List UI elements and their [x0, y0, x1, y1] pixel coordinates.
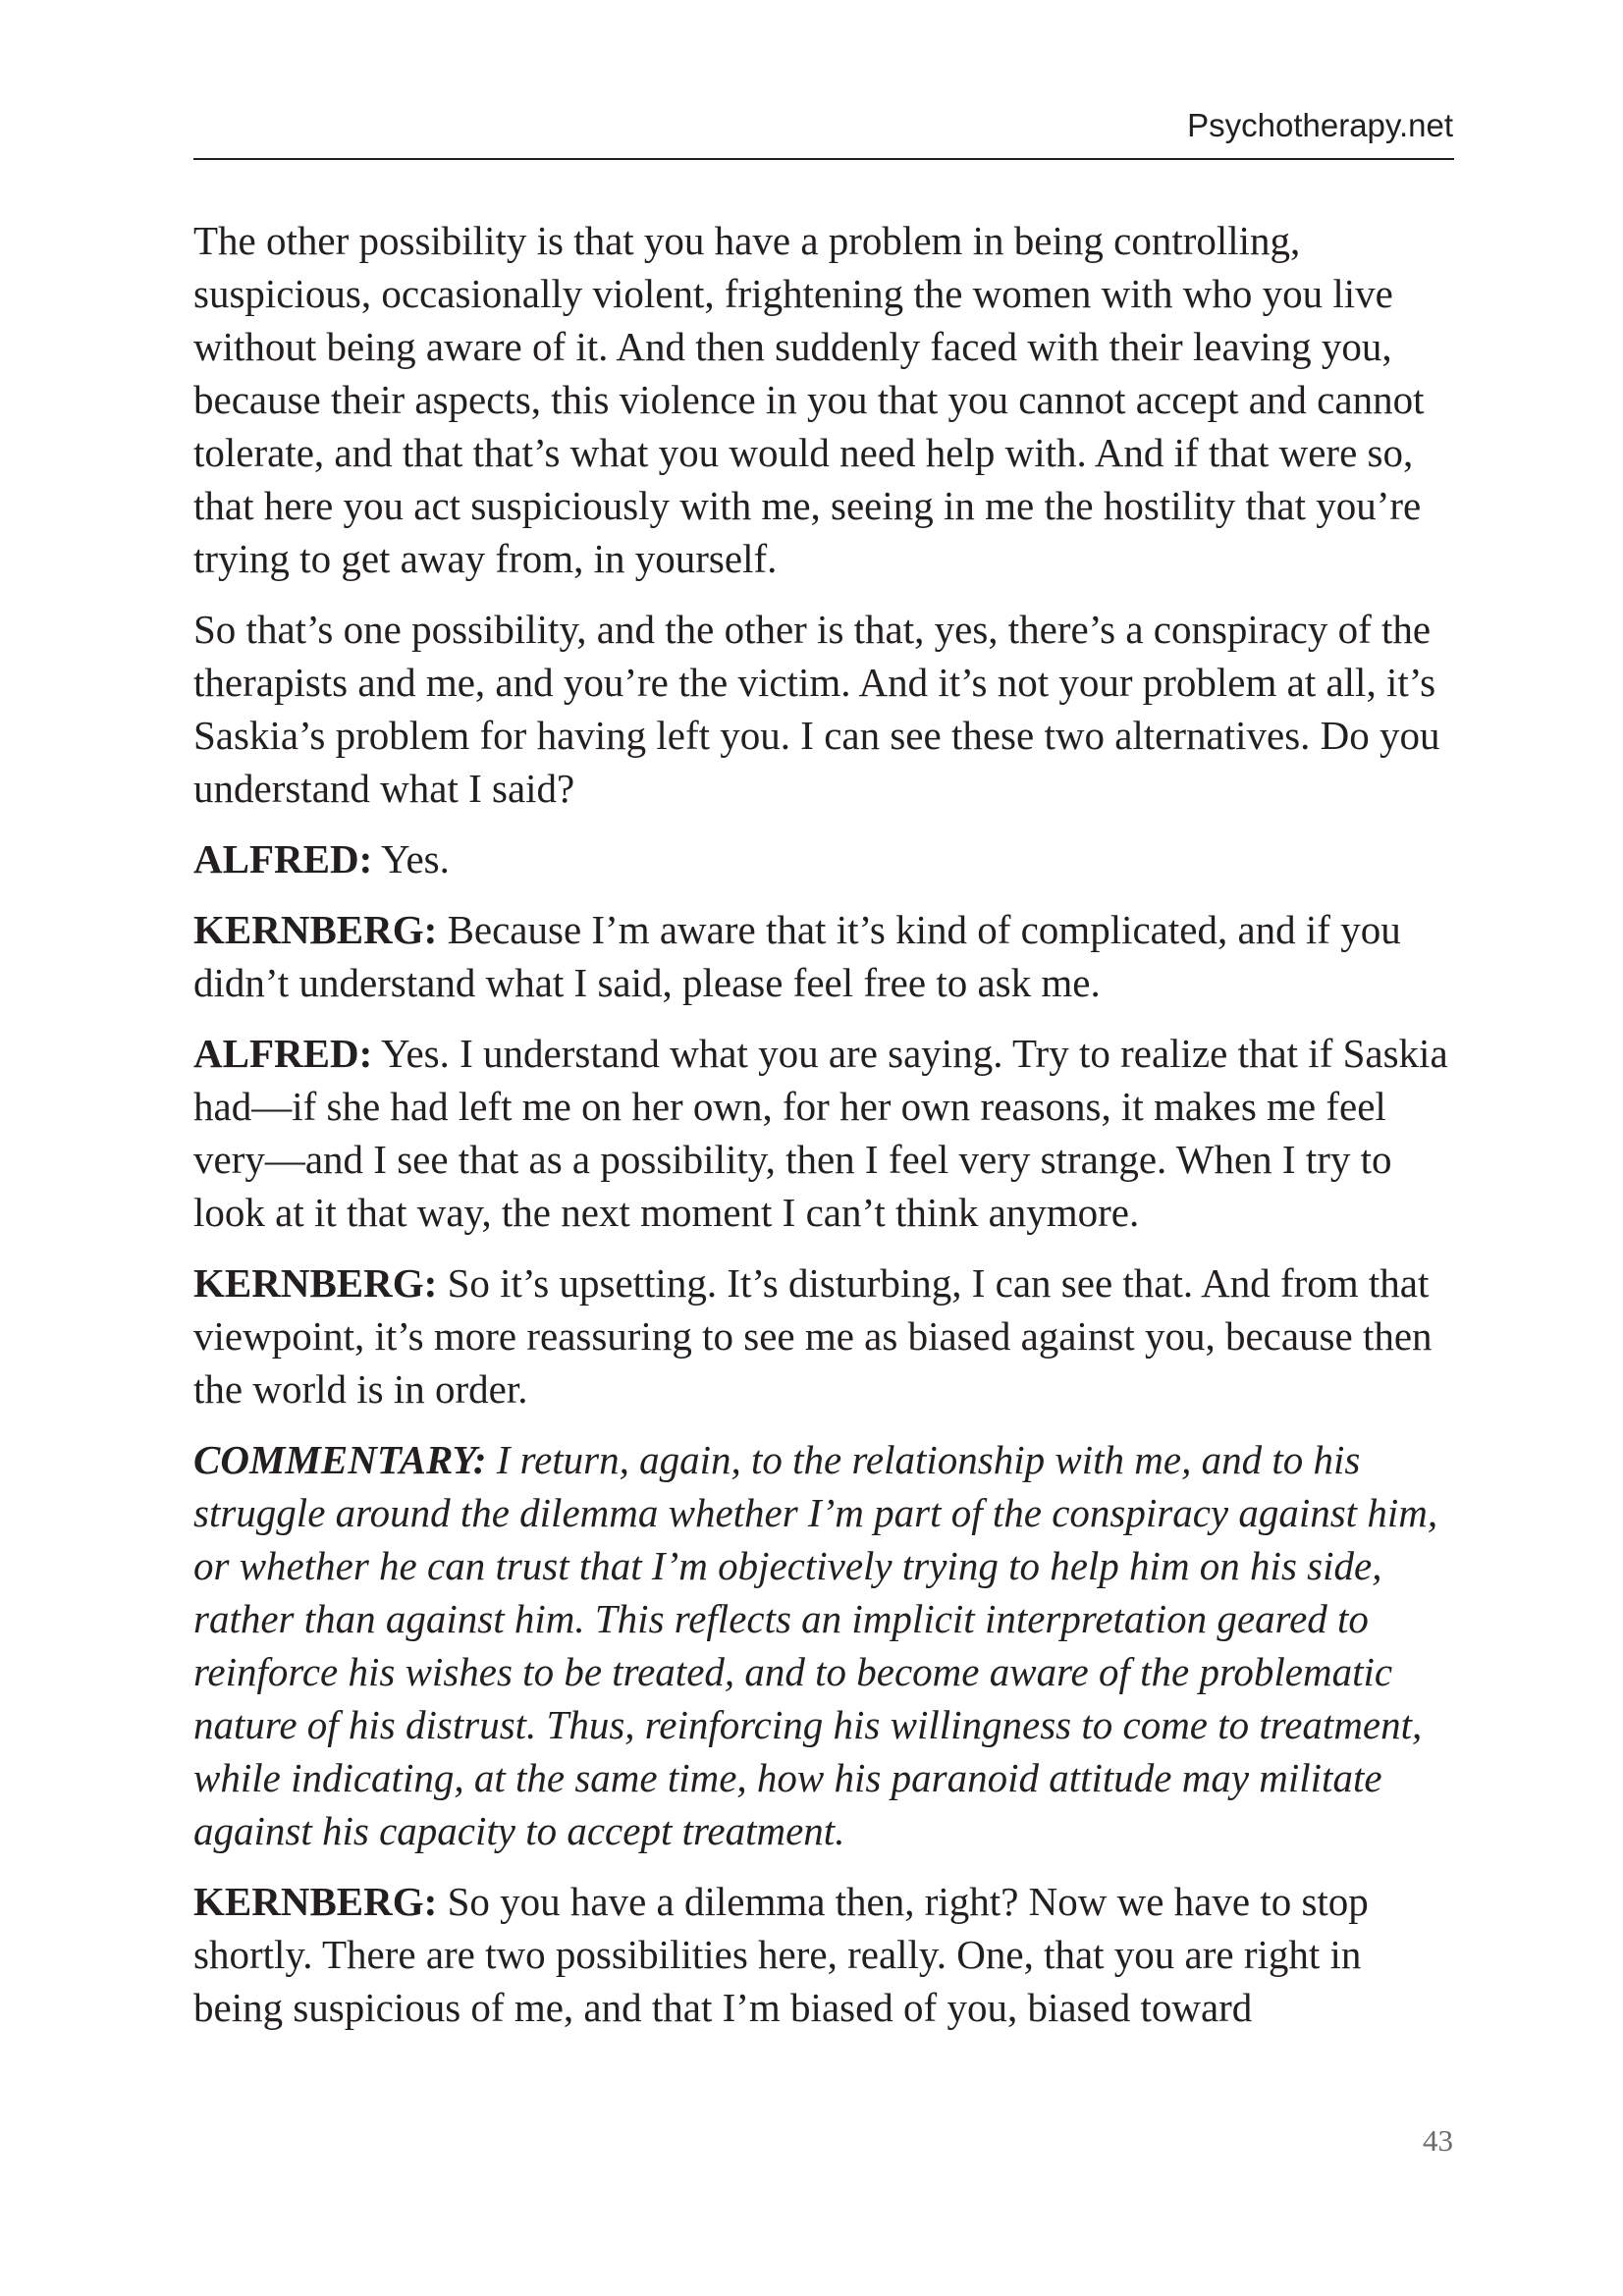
dialogue-text: So it’s upsetting. It’s disturbing, I can see that. And from that viewpoint, it’s more reassuring to see me as biased against you, because then the world is in order.: [193, 1260, 1433, 1412]
speaker-label: KERNBERG:: [193, 1260, 438, 1306]
dialogue-kernberg-2: [193, 1256, 1460, 1415]
header-rule: [193, 158, 1454, 160]
commentary-text: I return, again, to the relationship with me, and to his struggle around the dilemma whether I’m part of the conspiracy against him, or whether he can trust that I’m objectively trying to help him on his side, rather than against him. This reflects an implicit interpretation geared to reinforce his wishes to be treated, and to become aware of the problematic nature of his distrust. Thus, reinforcing his willingness to come to treatment, while indicating, at the same time, how his paranoid attitude may militate against his capacity to accept treatment.: [193, 1437, 1438, 1853]
paragraph-text: The other possibility is that you have a problem in being controlling, suspicious, occasionally violent, frightening the women with who you live without being aware of it. And then suddenly faced with their leaving you, because their aspects, this violence in you that you cannot accept and cannot tolerate, and that that’s what you would need help with. And if that were so, that here you act suspiciously with me, seeing in me the hostility that you’re trying to get away from, in yourself.: [193, 218, 1425, 581]
page-number: 43: [1423, 2123, 1453, 2158]
body-text: [193, 214, 1460, 2052]
paragraph-1: [193, 214, 1460, 585]
dialogue-kernberg-3: [193, 1875, 1460, 2034]
running-head: Psychotherapy.net: [1187, 107, 1453, 143]
speaker-label: KERNBERG:: [193, 1879, 438, 1924]
dialogue-alfred-2: [193, 1027, 1460, 1239]
speaker-label: ALFRED:: [193, 1031, 373, 1076]
paragraph-text: So that’s one possibility, and the other is that, yes, there’s a conspiracy of the therapists and me, and you’re the victim. And it’s not your problem at all, it’s Saskia’s problem for having left you. I can see these two alternatives. Do you understand what I said?: [193, 607, 1440, 811]
dialogue-text: Yes. I understand what you are saying. Try to realize that if Saskia had—if she had left me on her own, for her own reasons, it makes me feel very—and I see that as a possibility, then I feel very strange. When I try to look at it that way, the next moment I can’t think anymore.: [193, 1031, 1448, 1235]
dialogue-text: Because I’m aware that it’s kind of complicated, and if you didn’t understand what I said, please feel free to ask me.: [193, 907, 1401, 1005]
speaker-label: ALFRED:: [193, 836, 373, 881]
commentary-label: COMMENTARY:: [193, 1437, 487, 1482]
commentary: [193, 1433, 1460, 1857]
paragraph-2: [193, 603, 1460, 815]
dialogue-text: Yes.: [372, 836, 450, 881]
dialogue-alfred-1: [193, 832, 1460, 885]
speaker-label: KERNBERG:: [193, 907, 438, 952]
dialogue-text: So you have a dilemma then, right? Now we have to stop shortly. There are two possibilities here, really. One, that you are right in being suspicious of me, and that I’m biased of you, biased toward: [193, 1879, 1369, 2030]
dialogue-kernberg-1: [193, 903, 1460, 1009]
